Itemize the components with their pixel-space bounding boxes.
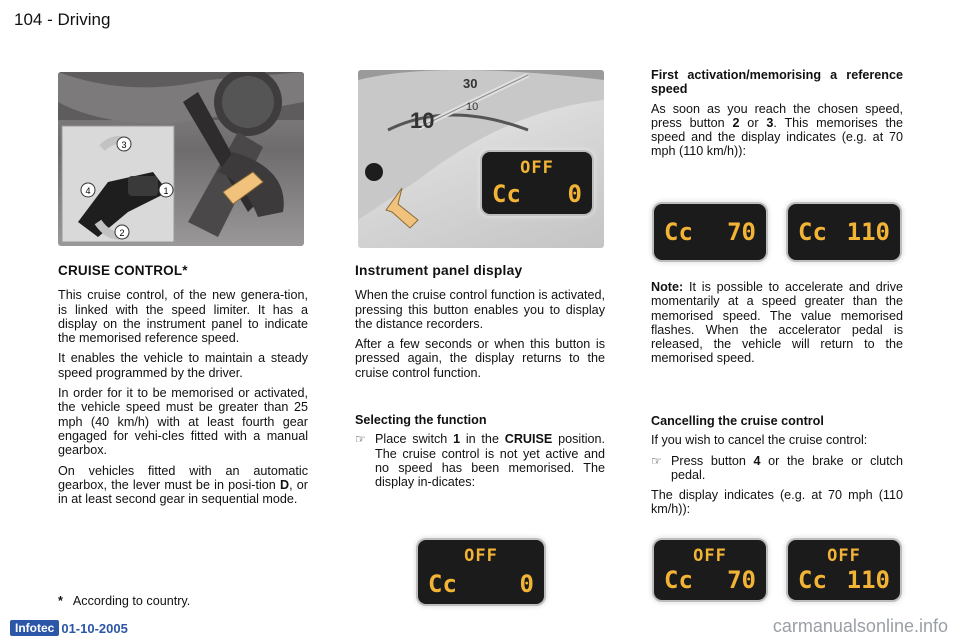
footnote-mark: * bbox=[58, 594, 63, 608]
lcd-display-memo-kmh bbox=[788, 204, 900, 260]
cruise-position-label: CRUISE bbox=[504, 432, 553, 447]
instrument-paragraph-1: When the cruise control function is activated, pressing this button enables you to display the distance recorders. bbox=[355, 288, 605, 331]
text-run: It is possible to accelerate and drive momentarily at a speed greater than the memorised speed. The value memorised flashes. When the accelerator pedal is released, the vehicle will return to the memorised speed. bbox=[651, 280, 903, 366]
text-run: in the bbox=[460, 432, 505, 447]
cruise-stalk-photo bbox=[58, 72, 304, 246]
lcd-mode: Cc bbox=[798, 218, 827, 246]
first-activation-text bbox=[651, 102, 903, 159]
instrument-panel-column bbox=[355, 264, 605, 386]
lcd-value: 0 bbox=[519, 570, 534, 598]
pointing-hand-icon: ☞ bbox=[651, 453, 662, 468]
lcd-value: 110 bbox=[846, 218, 890, 246]
note-text bbox=[651, 280, 903, 366]
footnote-text: According to country. bbox=[72, 594, 191, 608]
footnote bbox=[58, 594, 190, 608]
cruise-control-title: CRUISE CONTROL* bbox=[58, 263, 188, 278]
text-run: On vehicles fitted with an automatic gearbox, the lever must be in posi-tion bbox=[58, 463, 308, 492]
page-header bbox=[14, 10, 110, 30]
cruise-paragraph-1: This cruise control, of the new genera-tion, is linked with the speed limiter. It has a display on the instrument panel to indicate the memorised reference speed. bbox=[58, 288, 308, 346]
text-run: . This memorises the speed and the display indicates (e.g. at 70 mph (110 km/h)): bbox=[651, 115, 903, 159]
header-separator: - bbox=[47, 10, 53, 29]
cruise-paragraph-4 bbox=[58, 464, 308, 507]
lcd-row bbox=[428, 570, 534, 598]
cancelling-intro: If you wish to cancel the cruise control: bbox=[651, 433, 868, 448]
lcd-row bbox=[798, 566, 890, 594]
cancelling-block bbox=[651, 414, 903, 523]
cancelling-bullet-text bbox=[671, 454, 903, 483]
lcd-off-label: OFF bbox=[520, 158, 554, 178]
selecting-function-title: Selecting the function bbox=[355, 413, 487, 427]
lcd-off-label: OFF bbox=[693, 546, 727, 566]
gauge-tick-10-small: 10 bbox=[466, 101, 479, 113]
lcd-display-cancel-kmh bbox=[788, 540, 900, 600]
first-activation-title: First activation/memorising a reference speed bbox=[651, 68, 903, 97]
gauge-tick-10-large: 10 bbox=[410, 108, 435, 133]
cancelling-after: The display indicates (e.g. at 70 mph (110 km/h)): bbox=[651, 488, 903, 517]
lcd-value: 70 bbox=[727, 218, 756, 246]
selecting-bullet bbox=[355, 432, 605, 489]
lcd-row bbox=[664, 218, 756, 246]
footer-brand bbox=[10, 620, 128, 636]
lcd-row bbox=[798, 218, 890, 246]
cruise-stalk-illustration bbox=[58, 72, 304, 246]
lcd-display-cancel-mph bbox=[654, 540, 766, 600]
text-run: or bbox=[739, 115, 767, 130]
selecting-function-block bbox=[355, 413, 605, 495]
cruise-paragraph-2: It enables the vehicle to maintain a steady speed programmed by the driver. bbox=[58, 351, 308, 380]
switch-label-1: 1 bbox=[163, 186, 169, 196]
switch-label-4: 4 bbox=[85, 186, 91, 196]
text-run: position. The cruise control is not yet active and no speed has been memorised. The display in-dicates: bbox=[375, 432, 606, 490]
lcd-display-memo-mph bbox=[654, 204, 766, 260]
button-number-3: 3 bbox=[766, 115, 774, 130]
note-label: Note: bbox=[651, 280, 684, 294]
text-run: Place switch bbox=[375, 432, 454, 447]
lcd-value: 110 bbox=[846, 566, 890, 594]
switch-label-3: 3 bbox=[121, 140, 127, 150]
button-number-4: 4 bbox=[753, 453, 761, 468]
lcd-mode: Cc bbox=[428, 570, 457, 598]
lcd-row bbox=[492, 180, 582, 208]
button-number-2: 2 bbox=[732, 115, 740, 130]
cancelling-bullet bbox=[651, 454, 903, 483]
lcd-display-photo bbox=[482, 152, 592, 214]
switch-number: 1 bbox=[453, 432, 461, 447]
text-run: Press button bbox=[671, 453, 754, 468]
lcd-mode: Cc bbox=[798, 566, 827, 594]
switch-label-2: 2 bbox=[119, 228, 125, 238]
lcd-mode: Cc bbox=[492, 180, 521, 208]
instrument-panel-title: Instrument panel display bbox=[355, 263, 523, 278]
cancelling-title: Cancelling the cruise control bbox=[651, 414, 824, 428]
instrument-panel-photo bbox=[358, 70, 604, 248]
lcd-off-label: OFF bbox=[827, 546, 861, 566]
text-run: As soon as you reach the chosen speed, press button bbox=[651, 101, 903, 130]
lcd-mode: Cc bbox=[664, 566, 693, 594]
lcd-display-select bbox=[418, 540, 544, 604]
gauge-tick-30: 30 bbox=[463, 76, 478, 91]
footer-date: 01-10-2005 bbox=[61, 620, 128, 636]
pointing-hand-icon: ☞ bbox=[355, 432, 366, 447]
text-run: , or in at least second gear in sequential mode. bbox=[58, 477, 308, 507]
infotec-logo: Infotec bbox=[10, 620, 59, 636]
instrument-paragraph-2: After a few seconds or when this button is pressed again, the display returns to the cruise control function. bbox=[355, 337, 605, 380]
lcd-mode: Cc bbox=[664, 218, 693, 246]
lcd-off-label: OFF bbox=[464, 546, 498, 566]
section-title: Driving bbox=[57, 10, 111, 29]
cruise-paragraph-3: In order for it to be memorised or activated, the vehicle speed must be greater than 25 mph (40 km/h) with at least fourth gear engaged for vehi-cles fitted with a manual gearbox. bbox=[58, 386, 308, 458]
lcd-row bbox=[664, 566, 756, 594]
lcd-value: 70 bbox=[727, 566, 756, 594]
cruise-control-column bbox=[58, 264, 308, 512]
first-activation-block bbox=[651, 68, 903, 165]
gear-d-label: D bbox=[279, 477, 290, 492]
text-run: or the brake or clutch pedal. bbox=[671, 453, 903, 482]
watermark: carmanualsonline.info bbox=[772, 616, 948, 636]
lcd-value: 0 bbox=[567, 180, 582, 208]
page-number: 104 bbox=[14, 10, 43, 29]
note-block bbox=[651, 280, 903, 372]
selecting-bullet-text bbox=[375, 432, 605, 489]
